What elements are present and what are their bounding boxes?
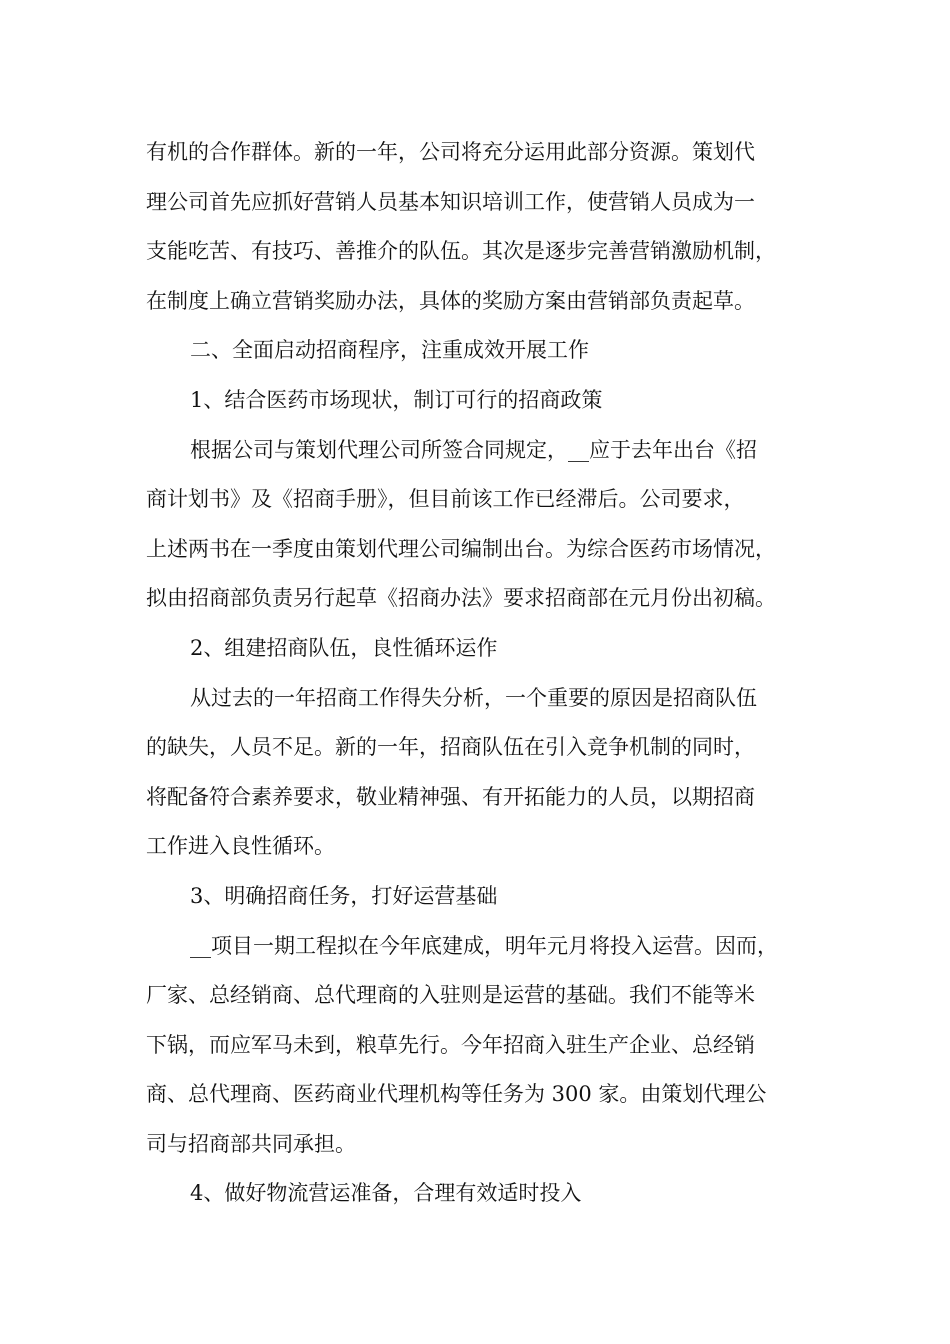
text-line: 商、总代理商、医药商业代理机构等任务为 300 家。由策划代理公 (146, 1082, 767, 1107)
text-line: 下锅，而应军马未到，粮草先行。今年招商入驻生产企业、总经销 (146, 1032, 755, 1057)
text-line: 4、做好物流营运准备，合理有效适时投入 (190, 1181, 582, 1206)
text-line: 的缺失，人员不足。新的一年，招商队伍在引入竞争机制的同时， (146, 735, 755, 760)
text-line: 在制度上确立营销奖励办法，具体的奖励方案由营销部负责起草。 (146, 288, 755, 313)
document-body (146, 128, 822, 1219)
text-line: 支能吃苦、有技巧、善推介的队伍。其次是逐步完善营销激励机制， (146, 239, 776, 264)
text-line: __项目一期工程拟在今年底建成，明年元月将投入运营。因而， (190, 933, 778, 958)
text-line: 工作进入良性循环。 (146, 834, 335, 859)
text-line: 2、组建招商队伍，良性循环运作 (190, 635, 498, 660)
text-line: 有机的合作群体。新的一年，公司将充分运用此部分资源。策划代 (146, 140, 755, 164)
text-line: 理公司首先应抓好营销人员基本知识培训工作，使营销人员成为一 (146, 189, 755, 214)
text-line: 根据公司与策划代理公司所签合同规定，__应于去年出台《招 (190, 437, 757, 462)
text-line: 厂家、总经销商、总代理商的入驻则是运营的基础。我们不能等米 (146, 983, 755, 1008)
text-line: 3、明确招商任务，打好运营基础 (190, 883, 498, 908)
text-line: 从过去的一年招商工作得失分析，一个重要的原因是招商队伍 (190, 685, 757, 710)
text-line: 拟由招商部负责另行起草《招商办法》要求招商部在元月份出初稿。 (146, 586, 776, 611)
text-line: 司与招商部共同承担。 (146, 1131, 356, 1156)
text-line: 二、全面启动招商程序，注重成效开展工作 (190, 338, 589, 363)
text-line: 商计划书》及《招商手册》，但目前该工作已经滞后。公司要求， (146, 487, 745, 512)
text-line: 将配备符合素养要求，敬业精神强、有开拓能力的人员，以期招商 (146, 784, 755, 809)
text-line: 上述两书在一季度由策划代理公司编制出台。为综合医药市场情况， (146, 536, 776, 561)
text-line: 1、结合医药市场现状，制订可行的招商政策 (190, 387, 603, 412)
